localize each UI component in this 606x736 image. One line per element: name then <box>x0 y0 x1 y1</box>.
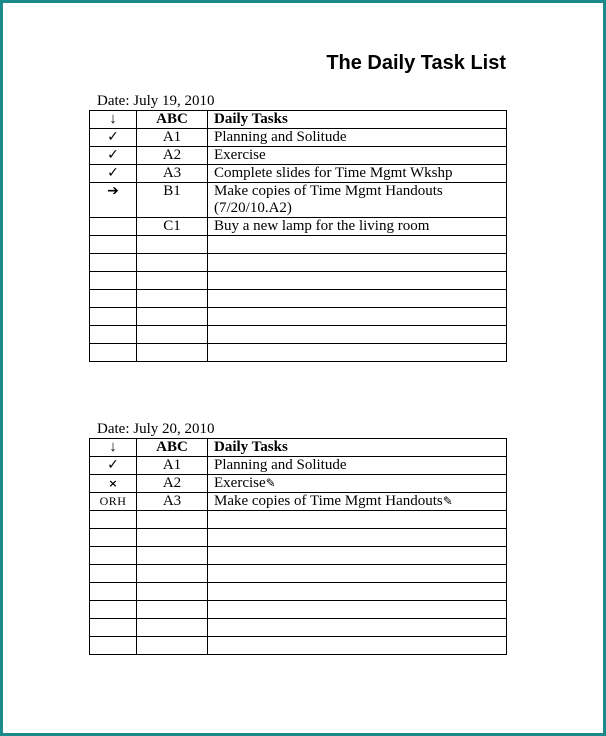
table-row <box>90 547 507 565</box>
document-page <box>3 3 603 733</box>
abc-priority-cell <box>137 236 208 254</box>
task-cell <box>208 493 507 511</box>
task-cell <box>208 290 507 308</box>
status-cell <box>90 529 137 547</box>
status-cell <box>90 493 137 511</box>
table-header-row <box>90 111 507 129</box>
status-cell <box>90 218 137 236</box>
task-cell <box>208 254 507 272</box>
table-row <box>90 493 507 511</box>
page-title: The Daily Task List <box>326 52 506 74</box>
abc-priority-cell <box>137 290 208 308</box>
status-cell <box>90 326 137 344</box>
status-cell <box>90 165 137 183</box>
abc-priority-cell <box>137 254 208 272</box>
pencil-icon: ✎ <box>442 494 453 508</box>
table-row <box>90 254 507 272</box>
checkmark-icon: ✓ <box>107 129 119 145</box>
status-cell <box>90 290 137 308</box>
task-cell <box>208 475 507 493</box>
task-text-continued: (7/20/10.A2) <box>214 200 292 216</box>
task-text: Make copies of Time Mgmt Handouts <box>214 183 443 199</box>
task-cell <box>208 129 507 147</box>
abc-priority-cell <box>137 529 208 547</box>
date-label-2: Date: July 20, 2010 <box>97 421 215 437</box>
table-row <box>90 475 507 493</box>
abc-priority-cell <box>137 326 208 344</box>
task-cell <box>208 147 507 165</box>
task-cell <box>208 165 507 183</box>
status-cell <box>90 637 137 655</box>
abc-priority-cell <box>137 511 208 529</box>
table-row <box>90 326 507 344</box>
task-cell <box>208 637 507 655</box>
status-cell <box>90 308 137 326</box>
task-text: Complete slides for Time Mgmt Wkshp <box>214 165 453 181</box>
task-cell <box>208 326 507 344</box>
status-cell <box>90 583 137 601</box>
date-label-1: Date: July 19, 2010 <box>97 93 215 109</box>
table-row <box>90 565 507 583</box>
task-cell <box>208 183 507 218</box>
task-cell <box>208 272 507 290</box>
task-table-2 <box>89 438 507 655</box>
status-cell <box>90 272 137 290</box>
abc-priority-cell <box>137 637 208 655</box>
abc-header: ABC <box>137 439 208 457</box>
abc-priority-cell: C1 <box>137 218 208 236</box>
priority-arrow-header: ↓ <box>90 111 137 129</box>
pencil-icon: ✎ <box>265 476 276 490</box>
abc-header: ABC <box>137 111 208 129</box>
task-cell <box>208 529 507 547</box>
abc-priority-cell: A2 <box>137 475 208 493</box>
status-cell <box>90 183 137 218</box>
status-cell <box>90 457 137 475</box>
table-header-row <box>90 439 507 457</box>
status-cell <box>90 129 137 147</box>
table-row <box>90 129 507 147</box>
abc-priority-cell: A1 <box>137 129 208 147</box>
task-cell <box>208 583 507 601</box>
status-cell <box>90 254 137 272</box>
abc-priority-cell: A1 <box>137 457 208 475</box>
abc-priority-cell: A2 <box>137 147 208 165</box>
task-cell <box>208 457 507 475</box>
status-cell <box>90 147 137 165</box>
status-cell <box>90 547 137 565</box>
table-row <box>90 457 507 475</box>
x-mark-icon: × <box>108 477 118 490</box>
table-row <box>90 583 507 601</box>
table-row <box>90 290 507 308</box>
table-row <box>90 619 507 637</box>
table-row <box>90 183 507 218</box>
task-text: Buy a new lamp for the living room <box>214 218 430 234</box>
table-row <box>90 272 507 290</box>
status-cell <box>90 344 137 362</box>
table-row <box>90 165 507 183</box>
abc-priority-cell <box>137 583 208 601</box>
task-cell <box>208 619 507 637</box>
status-cell <box>90 475 137 493</box>
task-cell <box>208 547 507 565</box>
task-cell <box>208 236 507 254</box>
table-row <box>90 344 507 362</box>
task-cell <box>208 511 507 529</box>
priority-arrow-header: ↓ <box>90 439 137 457</box>
table-row <box>90 236 507 254</box>
checkmark-icon: ✓ <box>107 147 119 163</box>
abc-priority-cell <box>137 344 208 362</box>
status-cell <box>90 565 137 583</box>
abc-priority-cell: A3 <box>137 493 208 511</box>
abc-priority-cell <box>137 547 208 565</box>
table-row <box>90 511 507 529</box>
task-text: Planning and Solitude <box>214 129 347 145</box>
daily-tasks-header: Daily Tasks <box>208 111 507 129</box>
task-text: Planning and Solitude <box>214 457 347 473</box>
abc-priority-cell <box>137 601 208 619</box>
abc-priority-cell <box>137 619 208 637</box>
status-cell <box>90 511 137 529</box>
initials-mark: ORH <box>99 494 127 508</box>
status-cell <box>90 619 137 637</box>
abc-priority-cell <box>137 272 208 290</box>
status-cell <box>90 236 137 254</box>
task-cell <box>208 344 507 362</box>
checkmark-icon: ✓ <box>107 457 119 473</box>
status-cell <box>90 601 137 619</box>
table-row <box>90 308 507 326</box>
table-row <box>90 601 507 619</box>
task-text: Make copies of Time Mgmt Handouts <box>214 493 443 509</box>
daily-tasks-header: Daily Tasks <box>208 439 507 457</box>
abc-priority-cell <box>137 308 208 326</box>
table-row <box>90 529 507 547</box>
checkmark-icon: ✓ <box>107 165 119 181</box>
task-cell <box>208 601 507 619</box>
task-table-1 <box>89 110 507 362</box>
task-cell <box>208 308 507 326</box>
task-text: Exercise <box>214 147 266 163</box>
abc-priority-cell: B1 <box>137 183 208 218</box>
task-cell <box>208 218 507 236</box>
table-row <box>90 218 507 236</box>
abc-priority-cell: A3 <box>137 165 208 183</box>
abc-priority-cell <box>137 565 208 583</box>
forward-arrow-icon: ➔ <box>107 183 119 199</box>
table-row <box>90 637 507 655</box>
table-row <box>90 147 507 165</box>
task-text: Exercise <box>214 475 266 491</box>
task-cell <box>208 565 507 583</box>
